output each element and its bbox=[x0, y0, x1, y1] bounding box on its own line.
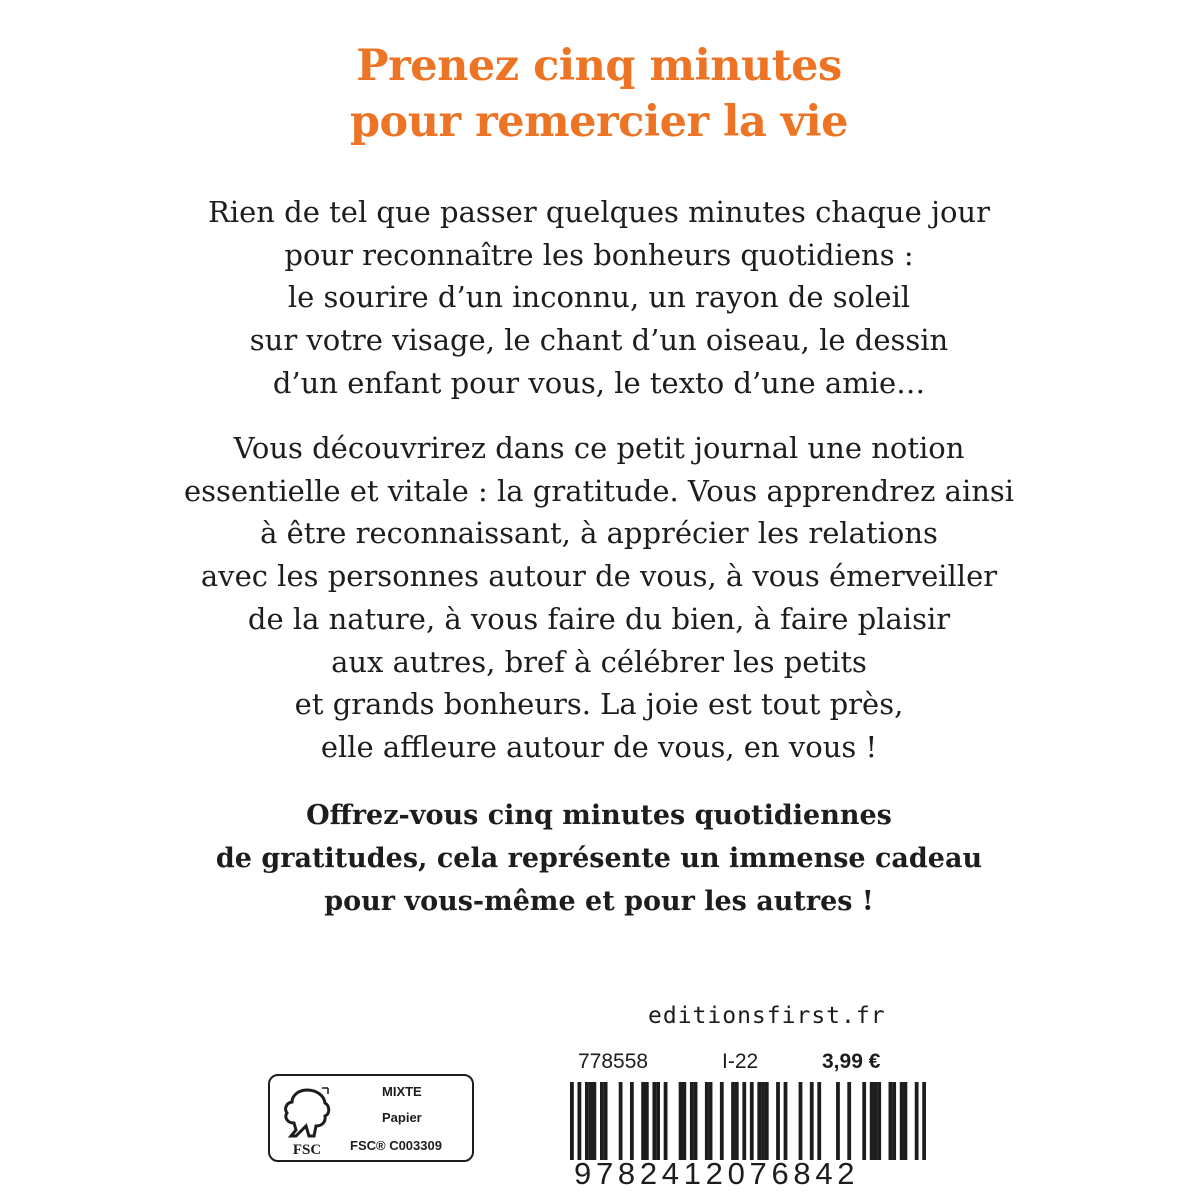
barcode-bar bbox=[690, 1082, 694, 1160]
barcode-bar bbox=[862, 1082, 866, 1160]
barcode-bar bbox=[679, 1082, 683, 1160]
barcode-bar bbox=[619, 1082, 623, 1160]
barcode-bar bbox=[592, 1082, 596, 1160]
barcode-bar bbox=[585, 1082, 589, 1160]
barcode-bar bbox=[810, 1082, 814, 1160]
description-line: aux autres, bref à célébrer les petits bbox=[331, 644, 867, 679]
barcode-bar bbox=[750, 1082, 754, 1160]
barcode-bar bbox=[664, 1082, 668, 1160]
description-line: Vous découvrirez dans ce petit journal une notion bbox=[233, 431, 965, 465]
barcode-bar bbox=[904, 1082, 908, 1160]
barcode-bar bbox=[889, 1082, 893, 1160]
back-cover-title bbox=[0, 38, 1198, 150]
description-paragraph bbox=[0, 427, 1198, 769]
closing-line: pour vous-même et pour les autres ! bbox=[324, 886, 874, 917]
barcode-bar bbox=[874, 1082, 878, 1160]
barcode-bar bbox=[776, 1082, 780, 1160]
barcode-bar bbox=[877, 1082, 881, 1160]
barcode-bar bbox=[645, 1082, 649, 1160]
barcode-bar bbox=[757, 1082, 761, 1160]
intro-line: sur votre visage, le chant d’un oiseau, le dessin bbox=[249, 323, 949, 358]
barcode-bar bbox=[630, 1082, 634, 1160]
barcode-bar bbox=[600, 1082, 604, 1160]
description-line: elle affleure autour de vous, en vous ! bbox=[320, 729, 878, 764]
barcode-bar bbox=[870, 1082, 874, 1160]
lot-code: I-22 bbox=[722, 1050, 759, 1073]
barcode-bar bbox=[784, 1082, 788, 1160]
title-line-1: Prenez cinq minutes bbox=[356, 41, 842, 91]
fsc-logo-text: FSC bbox=[292, 1142, 322, 1158]
barcode-bar bbox=[604, 1082, 608, 1160]
barcode-bar bbox=[709, 1082, 713, 1160]
publisher-website: editionsfirst.fr bbox=[648, 1003, 886, 1029]
fsc-mix-label: MIXTE bbox=[382, 1084, 422, 1099]
barcode-bar bbox=[836, 1082, 840, 1160]
barcode-bar bbox=[720, 1082, 724, 1160]
title-line-2: pour remercier la vie bbox=[349, 97, 848, 147]
barcode-bar bbox=[731, 1082, 735, 1160]
barcode-bar bbox=[694, 1082, 698, 1160]
intro-line: le sourire d’un inconnu, un rayon de soleil bbox=[287, 280, 911, 315]
closing-line: Offrez-vous cinq minutes quotidiennes bbox=[306, 800, 892, 831]
reference-code: 778558 bbox=[578, 1050, 649, 1073]
price-label: 3,99 € bbox=[822, 1050, 881, 1073]
closing-line: de gratitudes, cela représente un immense cadeau bbox=[215, 843, 983, 874]
barcode-bar bbox=[742, 1082, 746, 1160]
barcode-bar bbox=[735, 1082, 739, 1160]
intro-line: Rien de tel que passer quelques minutes chaque jour bbox=[208, 195, 990, 229]
barcode-bar bbox=[847, 1082, 851, 1160]
barcode-bar bbox=[641, 1082, 645, 1160]
description-line: et grands bonheurs. La joie est tout près, bbox=[294, 687, 904, 722]
barcode-bar bbox=[765, 1082, 769, 1160]
isbn-barcode bbox=[570, 1082, 926, 1160]
barcode-bar bbox=[570, 1082, 574, 1160]
barcode-bar bbox=[656, 1082, 660, 1160]
description-line: de la nature, à vous faire du bien, à faire plaisir bbox=[247, 601, 951, 636]
description-line: essentielle et vitale : la gratitude. Vous apprendrez ainsi bbox=[183, 473, 1015, 508]
intro-line: pour reconnaître les bonheurs quotidiens : bbox=[284, 237, 914, 272]
barcode-bar bbox=[705, 1082, 709, 1160]
barcode-number: 9782412076842 bbox=[574, 1156, 860, 1191]
barcode-bar bbox=[761, 1082, 765, 1160]
fsc-paper-label: Papier bbox=[382, 1110, 422, 1125]
barcode-bar bbox=[915, 1082, 919, 1160]
intro-line: d’un enfant pour vous, le texto d’une amie… bbox=[272, 365, 926, 400]
fsc-license-code: FSC® C003309 bbox=[350, 1138, 442, 1153]
barcode-bar bbox=[652, 1082, 656, 1160]
barcode-bar bbox=[922, 1082, 926, 1160]
barcode-bar bbox=[799, 1082, 803, 1160]
closing-statement bbox=[0, 794, 1198, 923]
fsc-tree-logo-icon bbox=[276, 1082, 338, 1158]
description-line: avec les personnes autour de vous, à vous émerveiller bbox=[200, 559, 998, 594]
barcode-bar bbox=[892, 1082, 896, 1160]
barcode-bar bbox=[817, 1082, 821, 1160]
description-line: à être reconnaissant, à apprécier les relations bbox=[260, 516, 938, 551]
barcode-bar bbox=[577, 1082, 581, 1160]
barcode-bar bbox=[589, 1082, 593, 1160]
intro-paragraph bbox=[0, 191, 1198, 405]
fsc-certification-label bbox=[268, 1074, 474, 1162]
barcode-bar bbox=[682, 1082, 686, 1160]
barcode-bar bbox=[900, 1082, 904, 1160]
